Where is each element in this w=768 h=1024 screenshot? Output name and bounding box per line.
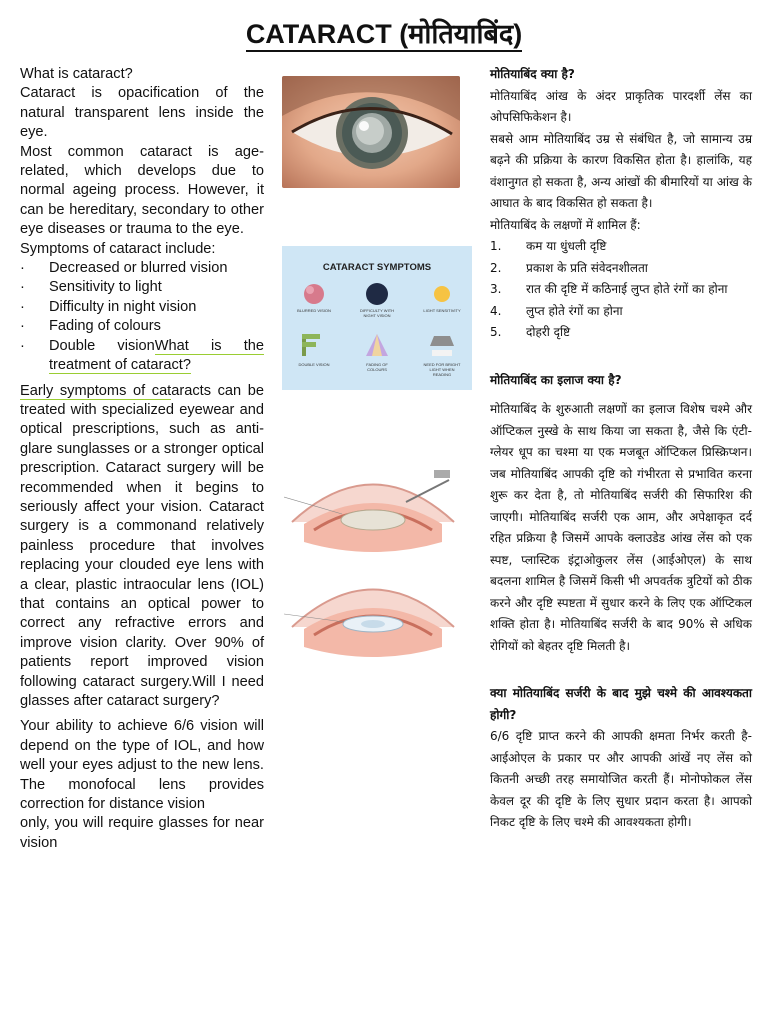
cataract-eye-photo (282, 76, 460, 188)
reading-light-icon (430, 336, 454, 346)
night-vision-icon (366, 283, 388, 305)
symptoms-list (20, 259, 264, 375)
eye-surgery-diagram (284, 452, 462, 662)
hindi-symptoms-list (490, 236, 752, 344)
light-sensitivity-icon (434, 286, 450, 302)
hindi-heading-what-is: मोतियाबिंद क्या है? (490, 67, 575, 81)
definition-paragraph: Cataract is opacification of the natural transparent lens inside the eye. (20, 85, 264, 141)
page-title: CATARACT (मोतियाबिंद) (0, 14, 768, 51)
list-item: 4. लुप्त होते रंगों का होना (490, 303, 623, 318)
symptom-label: DIFFICULTY WITH NIGHT VISION (359, 308, 395, 318)
list-item: · Difficulty in night vision (20, 298, 264, 317)
vision-paragraph: Your ability to achieve 6/6 vision will depend on the type of IOL, and how well your eyes adjust to the new lens. The monofocal lens provides correction for distance vision (20, 718, 264, 813)
hindi-treatment-paragraph: मोतियाबिंद के शुरुआती लक्षणों का इलाज विशेष चश्मे और ऑप्टिकल नुस्खे के साथ किया जा सकता है, जैसे कि एंटी-ग्लेयर धूप का चश्मा या एक मजबूत ऑप्टिकल प्रिस्क्रिप्शन। जब मोतियाबिंद आपकी दृष्टि को गंभीरता से प्रभावित करना शुरू कर देता है, तो मोतियाबिंद सर्जरी की सिफारिश की जाएगी। मोतियाबिंद सर्जरी एक आम, और अपेक्षाकृत दर्द रहित प्रक्रिया है जिसमें आपके क्लाउडेड आंख लेंस को एक स्पष्ट, प्लास्टिक इंट्राओकुलर लेंस (आईओएल) के साथ बदलना शामिल है जिसमें किसी भी अपवर्तक त्रुटियों को ठीक करने और दृष्टि स्पष्टता में सुधार करने के लिए एक ऑप्टिकल शक्ति होता है। मोतियाबिंद सर्जरी के बाद 90% से अधिक रोगियों को बेहतर दृष्टि मिलती है। (490, 402, 752, 653)
symptoms-heading: Symptoms of cataract include: (20, 240, 216, 257)
list-item: · Sensitivity to light (20, 278, 264, 297)
english-column (20, 65, 264, 853)
symptom-label: DOUBLE VISION (298, 362, 330, 367)
blurred-vision-icon (304, 284, 324, 304)
question-what-is-cataract: What is cataract? (20, 66, 133, 82)
treatment-question: What is the treatment of cataract? (49, 337, 264, 374)
list-item: 1. कम या धुंधली दृष्टि (490, 239, 607, 253)
hindi-causes: सबसे आम मोतियाबिंद उम्र से संबंधित है, जो सामान्य उम्र बढ़ने की प्रक्रिया के कारण विकसित होता है। हालांकि, यह वंशानुगत हो सकता है, अन्य आंखों की बीमारियों या आंख के आघात के बाद विकसित हो सकता है। (490, 131, 752, 210)
hindi-column (490, 64, 752, 834)
list-item: 3. रात की दृष्टि में कठिनाई लुप्त होते रंगों का होना (490, 282, 728, 296)
symptom-label: LIGHT SENSITIVITY (423, 308, 461, 313)
hindi-heading-treatment: मोतियाबिंद का इलाज क्या है? (490, 372, 622, 387)
causes-paragraph: Most common cataract is age-related, which develops due to normal ageing process. However, it can be hereditary, secondary to other eye diseases or trauma to the eye. (20, 143, 264, 238)
list-item: · Fading of colours (20, 317, 264, 336)
list-item: 2. प्रकाश के प्रति संवेदनशीलता (490, 260, 648, 275)
symptom-label: BLURRED VISION (297, 308, 331, 313)
treatment-paragraph: Early symptoms of cataracts can be treated with specialized eyewear and optical prescriptions, such as anti-glare sunglasses or a stronger optical prescription. Cataract surgery will be recommended when it begins to seriously affect your vision. Cataract surgery is a commonand relatively painless procedure that involves replacing your clouded eye lens with a clear, plastic intraocular lens (IOL) that contains an optical power to correct any refractive errors and improve vision clarity. Over 90% of patients report improved vision following cataract surgery.Will I need glasses after cataract surgery? (20, 382, 264, 709)
symptom-label: FADING OF COLOURS (366, 362, 388, 372)
hindi-glasses-paragraph: 6/6 दृष्टि प्राप्त करने की आपकी क्षमता निर्भर करती है- आईओएल के प्रकार पर और आपकी आंखें नए लेंस को कितनी अच्छी तरह समायोजित करती हैं। मोनोफोकल लेंस केवल दूर की दृष्टि के लिए सुधार प्रदान करता है। आपको निकट दृष्टि के लिए चश्मे की आवश्यकता होगी। (490, 729, 752, 829)
symptom-label: NEED FOR BRIGHT LIGHT WHEN READING (423, 362, 461, 377)
list-item: · Decreased or blurred vision (20, 259, 264, 278)
list-item: · Double visionWhat is the treatment of cataract? (20, 337, 264, 376)
cataract-symptoms-chart (282, 246, 472, 390)
chart-title: CATARACT SYMPTOMS (322, 262, 432, 273)
hindi-heading-glasses: क्या मोतियाबिंद सर्जरी के बाद मुझे चश्मे की आवश्यकता होगी? (490, 686, 752, 722)
near-vision-paragraph: only, you will require glasses for near vision (20, 815, 264, 851)
hindi-definition: मोतियाबिंद आंख के अंदर प्राकृतिक पारदर्शी लेंस का ओपसिफिकेशन है। (490, 88, 752, 124)
hindi-symptoms-heading: मोतियाबिंद के लक्षणों में शामिल हैं: (490, 217, 641, 232)
list-item: 5. दोहरी दृष्टि (490, 325, 571, 339)
